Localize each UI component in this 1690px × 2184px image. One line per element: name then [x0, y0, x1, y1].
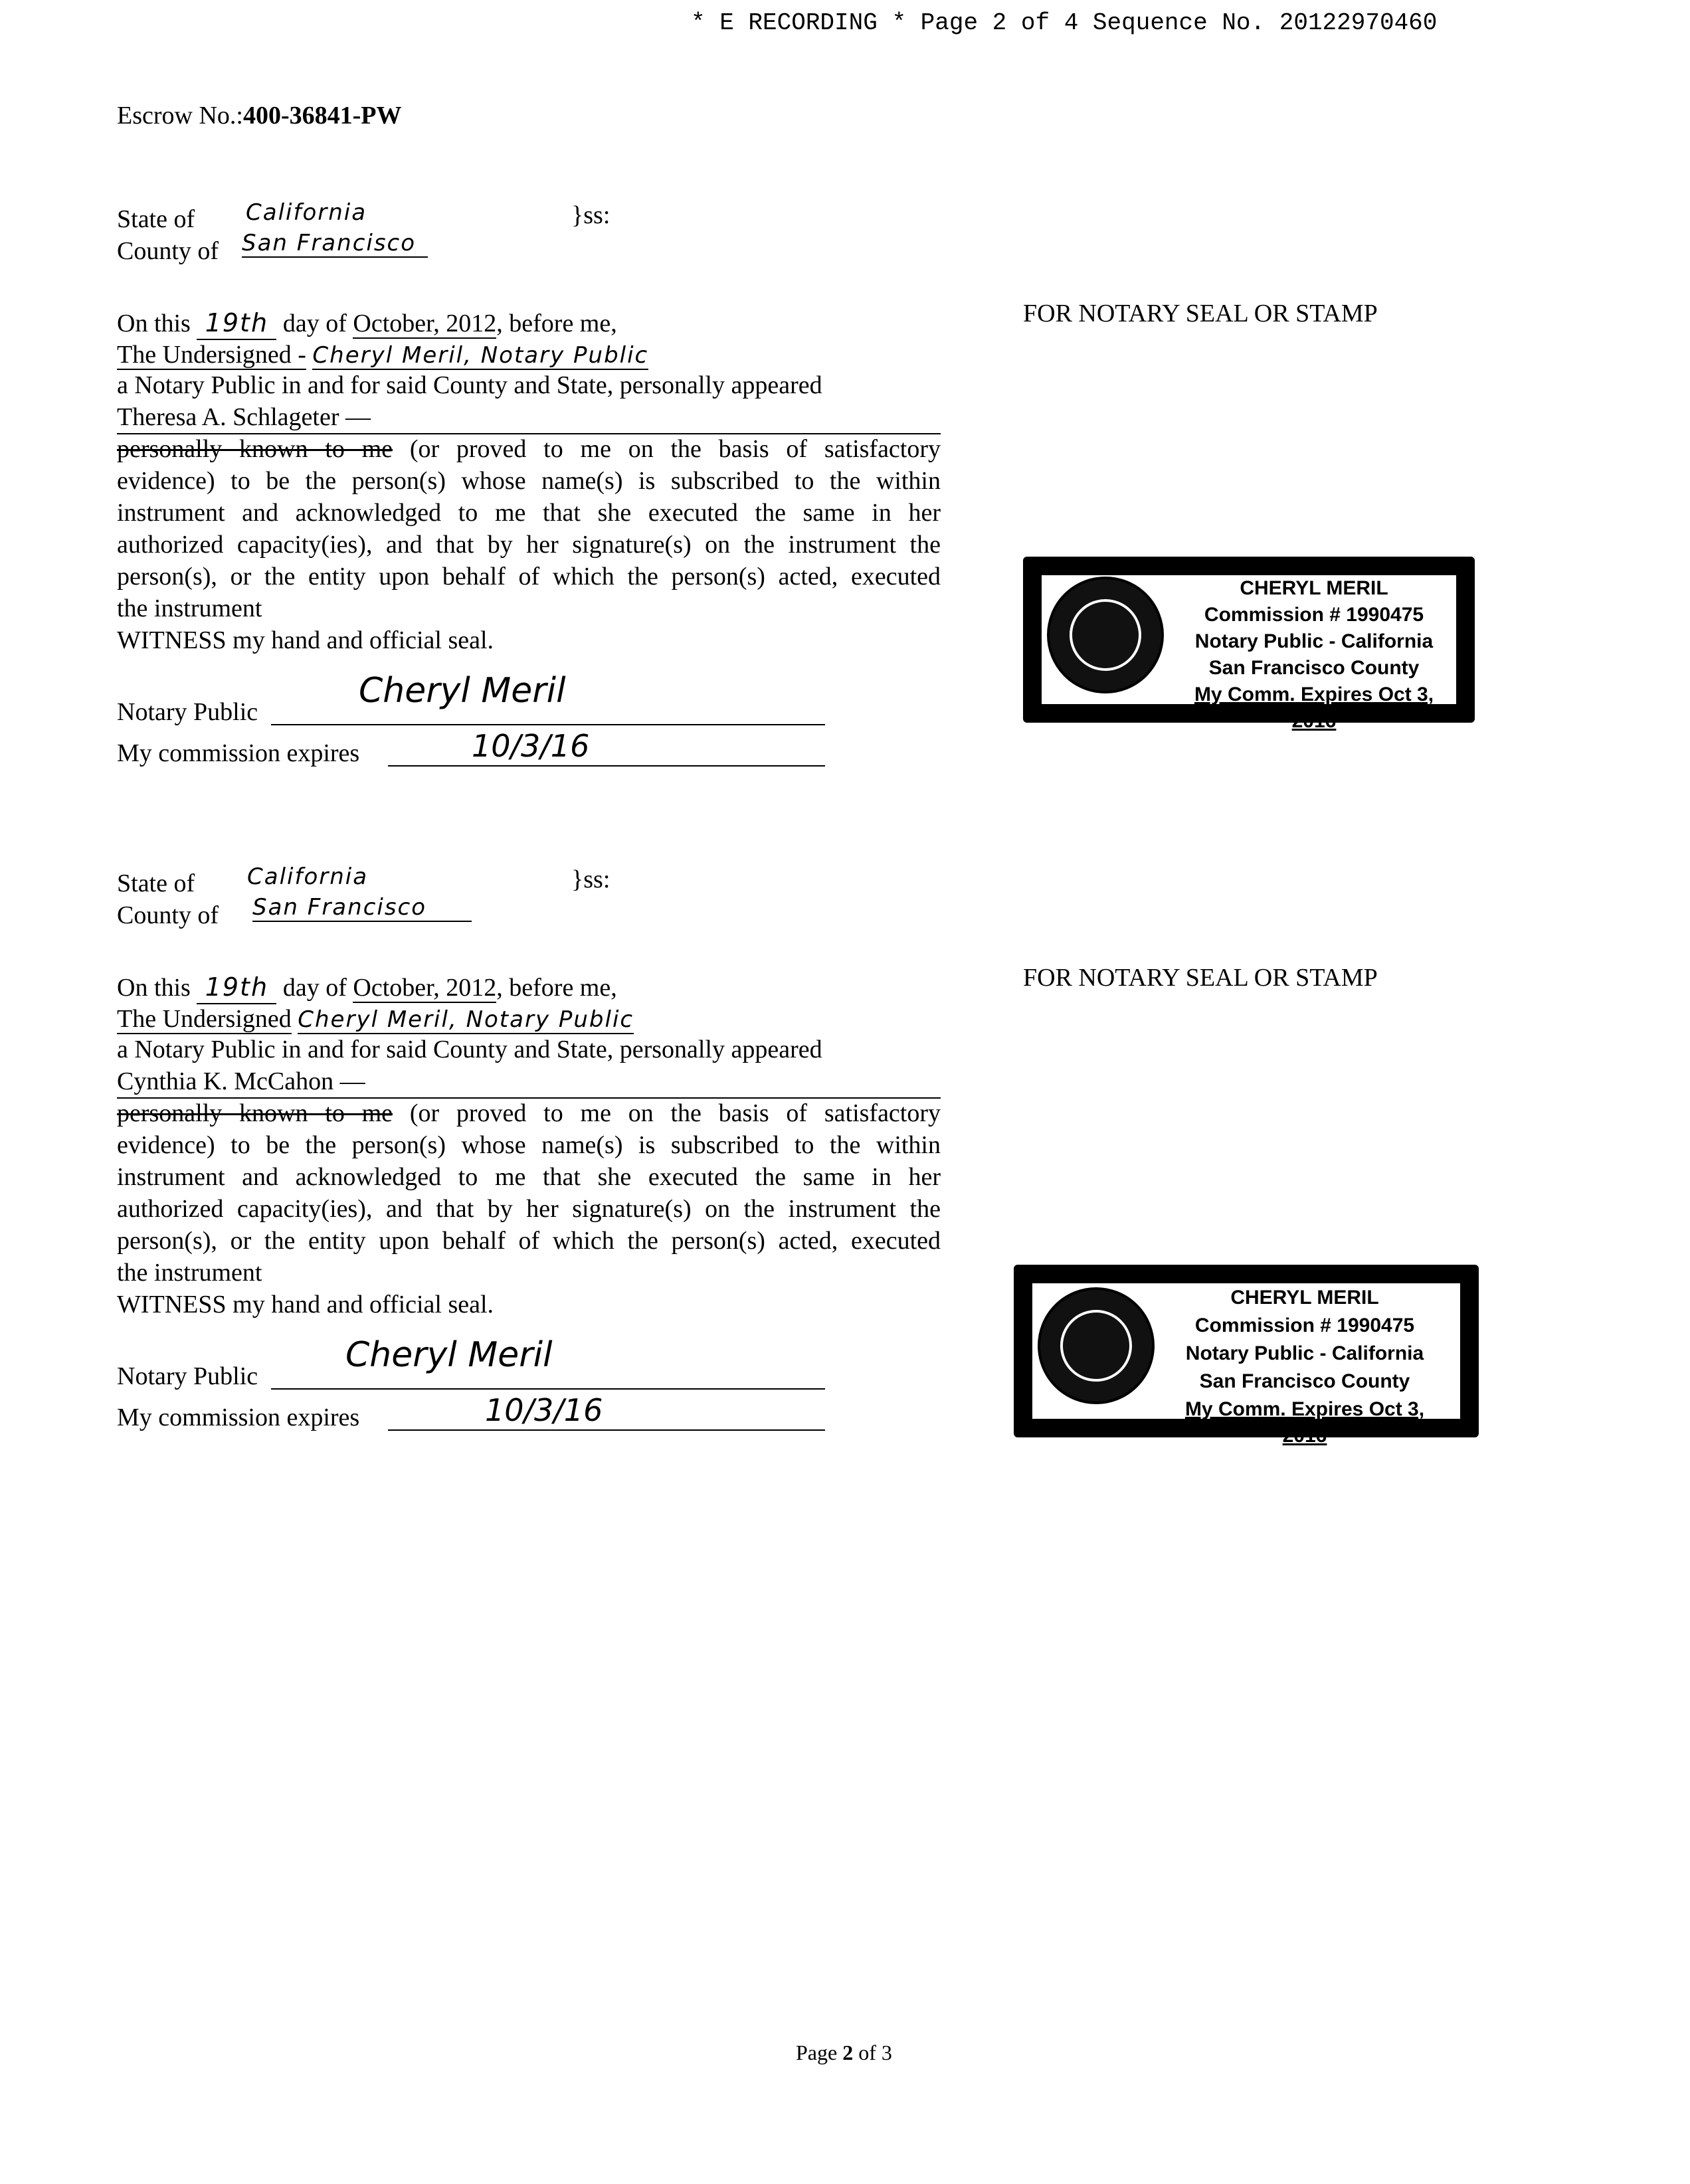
stamp-name: CHERYL MERIL — [1240, 577, 1388, 599]
stamp-expires: My Comm. Expires Oct 3, 2016 — [1184, 1398, 1425, 1447]
undersigned-label: The Undersigned - — [117, 341, 306, 369]
day-value-handwritten: 19th — [197, 307, 276, 340]
notary-signature: Cheryl Meril — [359, 671, 566, 711]
county-label: County of — [117, 901, 219, 929]
before-me-label: , before me, — [496, 310, 617, 337]
recording-header: * E RECORDING * Page 2 of 4 Sequence No. 20122970460 — [691, 9, 1438, 37]
notary-public-statement: a Notary Public in and for said County and State, personally appeared — [117, 371, 822, 399]
notary-signature: Cheryl Meril — [345, 1335, 553, 1375]
body-line-1-rest: (or proved to me on the basis of satisfactory — [409, 435, 941, 463]
body-line-5: person(s), or the entity upon behalf of which the person(s) acted, executed — [117, 563, 941, 591]
undersigned-label: The Undersigned — [117, 1005, 292, 1033]
body-line-6: the instrument — [117, 594, 262, 622]
escrow-number — [117, 100, 402, 132]
page-footer — [796, 2037, 892, 2068]
on-this-label: On this — [117, 974, 191, 1002]
date-value: October, 2012 — [353, 310, 497, 337]
body-line-2: evidence) to be the person(s) whose name(s) is subscribed to the within — [117, 467, 941, 495]
commission-line — [388, 1429, 825, 1431]
notary-stamp — [1014, 1265, 1479, 1447]
appeared-person: Theresa A. Schlageter — — [117, 401, 941, 434]
state-seal-icon — [1038, 1287, 1155, 1404]
undersigned-line — [117, 339, 648, 371]
commission-label: My commission expires — [117, 739, 360, 767]
body-line-1-rest: (or proved to me on the basis of satisfactory — [409, 1099, 941, 1127]
witness-line: WITNESS my hand and official seal. — [117, 626, 494, 654]
county-label: County of — [117, 237, 219, 265]
state-seal-icon — [1047, 577, 1164, 693]
stamp-title: Notary Public - California — [1185, 1342, 1424, 1364]
commission-label: My commission expires — [117, 1404, 360, 1431]
stamp-commission: Commission # 1990475 — [1194, 1315, 1415, 1336]
appeared-person: Cynthia K. McCahon — — [117, 1065, 941, 1099]
body-line-3: instrument and acknowledged to me that she executed the same in her — [117, 499, 941, 527]
state-label: State of — [117, 205, 195, 233]
commission-value-handwritten: 10/3/16 — [472, 728, 590, 764]
notary-public-statement: a Notary Public in and for said County and State, personally appeared — [117, 1036, 822, 1063]
day-value-handwritten: 19th — [197, 971, 276, 1004]
body-line-6: the instrument — [117, 1259, 262, 1287]
stamp-inner — [1042, 575, 1456, 732]
county-value-handwritten: San Francisco — [242, 230, 428, 258]
state-label: State of — [117, 869, 195, 897]
footer-suffix: of 3 — [853, 2041, 892, 2064]
body-line-5: person(s), or the entity upon behalf of which the person(s) acted, executed — [117, 1227, 941, 1255]
date-value: October, 2012 — [353, 974, 497, 1002]
undersigned-handwritten: Cheryl Meril, Notary Public — [298, 1006, 634, 1033]
escrow-label: Escrow No.: — [117, 102, 243, 130]
stamp-inner — [1032, 1283, 1460, 1447]
on-this-line — [117, 307, 617, 340]
body-line-4: authorized capacity(ies), and that by her signature(s) on the instrument the — [117, 531, 941, 559]
escrow-value: 400-36841-PW — [242, 102, 402, 130]
stamp-expires: My Comm. Expires Oct 3, 2016 — [1194, 683, 1434, 732]
body-line-1 — [117, 1097, 941, 1129]
witness-line: WITNESS my hand and official seal. — [117, 1291, 494, 1319]
undersigned-handwritten: Cheryl Meril, Notary Public — [312, 342, 649, 369]
notary-public-label: Notary Public — [117, 1362, 258, 1390]
stamp-county: San Francisco County — [1199, 1370, 1410, 1392]
state-value-handwritten: California — [246, 199, 367, 226]
notary-signature-line — [271, 724, 825, 725]
notary-public-label: Notary Public — [117, 698, 258, 726]
ss-mark: }ss: — [571, 865, 610, 893]
ss-mark: }ss: — [571, 201, 610, 229]
day-of-label: day of — [282, 974, 347, 1002]
on-this-line — [117, 971, 617, 1004]
seal-placeholder-label: FOR NOTARY SEAL OR STAMP — [1023, 964, 1378, 992]
body-line-3: instrument and acknowledged to me that she executed the same in her — [117, 1163, 941, 1191]
stamp-name: CHERYL MERIL — [1230, 1287, 1379, 1309]
on-this-label: On this — [117, 310, 191, 337]
stamp-county: San Francisco County — [1208, 657, 1420, 679]
before-me-label: , before me, — [496, 974, 617, 1002]
struck-phrase: personally known to me — [117, 1099, 393, 1127]
body-line-2: evidence) to be the person(s) whose name(s) is subscribed to the within — [117, 1131, 941, 1159]
stamp-title: Notary Public - California — [1194, 630, 1434, 652]
seal-placeholder-label: FOR NOTARY SEAL OR STAMP — [1023, 300, 1378, 327]
commission-value-handwritten: 10/3/16 — [485, 1392, 603, 1428]
state-value-handwritten: California — [247, 864, 369, 890]
person-name: Cynthia K. McCahon — [117, 1067, 334, 1095]
body-line-4: authorized capacity(ies), and that by her signature(s) on the instrument the — [117, 1195, 941, 1223]
struck-phrase: personally known to me — [117, 435, 393, 463]
commission-line — [388, 765, 825, 767]
county-value-handwritten: San Francisco — [252, 894, 472, 922]
stamp-commission: Commission # 1990475 — [1204, 604, 1424, 626]
footer-prefix: Page — [796, 2041, 843, 2064]
notary-signature-line — [271, 1388, 825, 1390]
footer-page-number: 2 — [842, 2041, 854, 2064]
undersigned-line — [117, 1003, 634, 1036]
notary-stamp — [1023, 557, 1475, 732]
body-line-1 — [117, 433, 941, 465]
person-name: Theresa A. Schlageter — [117, 403, 339, 431]
day-of-label: day of — [282, 310, 347, 337]
